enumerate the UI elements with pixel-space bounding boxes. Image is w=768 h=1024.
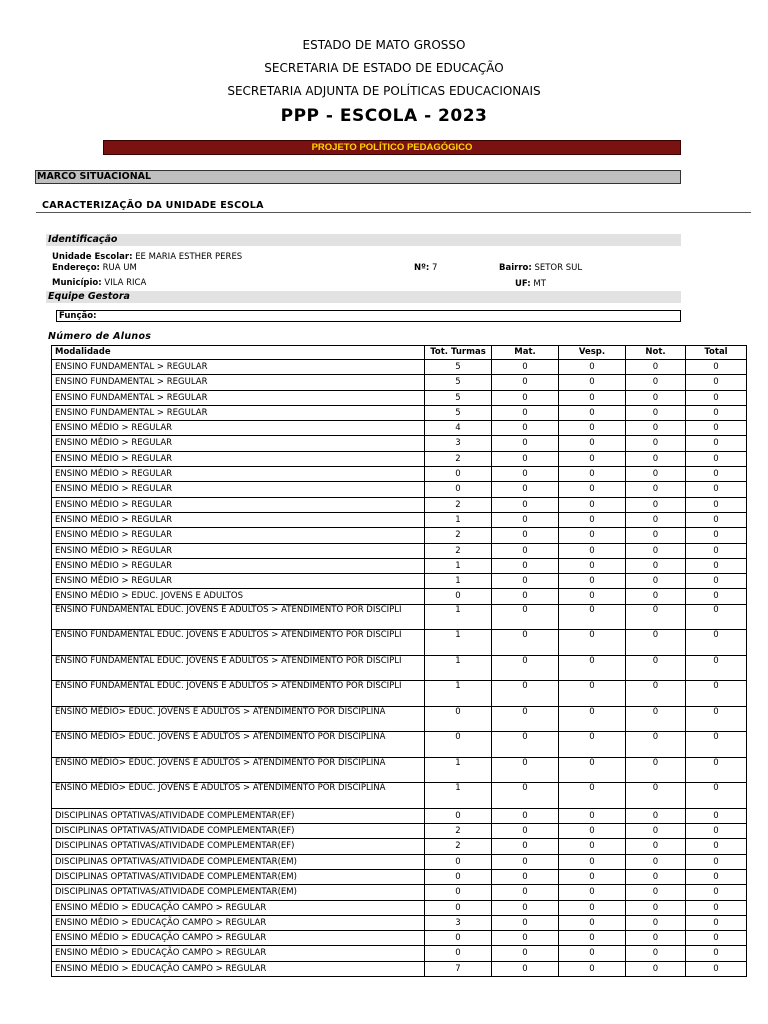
alunos-table <box>51 345 747 977</box>
cell-modalidade: DISCIPLINAS OPTATIVAS/ATIVIDADE COMPLEMENTAR(EM) <box>52 885 425 900</box>
cell-mat: 0 <box>492 655 559 681</box>
cell-not: 0 <box>626 706 686 732</box>
table-row <box>52 528 747 543</box>
cell-modalidade: ENSINO MÉDIO > EDUCAÇÃO CAMPO > REGULAR <box>52 915 425 930</box>
cell-vesp: 0 <box>559 421 626 436</box>
funcao-label: Função: <box>59 311 97 321</box>
cell-not: 0 <box>626 630 686 656</box>
column-header-mat: Mat. <box>492 346 559 360</box>
cell-mat: 0 <box>492 467 559 482</box>
cell-total: 0 <box>686 854 747 869</box>
cell-total: 0 <box>686 604 747 630</box>
cell-tot-turmas: 0 <box>425 931 492 946</box>
cell-total: 0 <box>686 360 747 375</box>
identificacao-section: Identificação <box>46 234 681 246</box>
cell-tot-turmas: 0 <box>425 869 492 884</box>
cell-modalidade: ENSINO MÉDIO > REGULAR <box>52 558 425 573</box>
cell-tot-turmas: 2 <box>425 543 492 558</box>
cell-modalidade: DISCIPLINAS OPTATIVAS/ATIVIDADE COMPLEMENTAR(EF) <box>52 839 425 854</box>
cell-vesp: 0 <box>559 405 626 420</box>
cell-vesp: 0 <box>559 824 626 839</box>
cell-tot-turmas: 7 <box>425 961 492 976</box>
cell-modalidade: ENSINO FUNDAMENTAL > REGULAR <box>52 390 425 405</box>
cell-total: 0 <box>686 528 747 543</box>
uf-label: UF: <box>515 279 531 289</box>
cell-vesp: 0 <box>559 783 626 809</box>
cell-vesp: 0 <box>559 589 626 604</box>
cell-not: 0 <box>626 482 686 497</box>
cell-not: 0 <box>626 528 686 543</box>
cell-modalidade: ENSINO MÉDIO > EDUCAÇÃO CAMPO > REGULAR <box>52 931 425 946</box>
cell-not: 0 <box>626 824 686 839</box>
cell-tot-turmas: 0 <box>425 482 492 497</box>
cell-total: 0 <box>686 655 747 681</box>
cell-vesp: 0 <box>559 854 626 869</box>
cell-modalidade: ENSINO FUNDAMENTAL > REGULAR <box>52 375 425 390</box>
cell-modalidade: ENSINO MÉDIO > REGULAR <box>52 436 425 451</box>
cell-not: 0 <box>626 604 686 630</box>
cell-modalidade: ENSINO MÉDIO> EDUC. JOVENS E ADULTOS > ATENDIMENTO POR DISCIPLINA <box>52 783 425 809</box>
cell-vesp: 0 <box>559 757 626 783</box>
cell-not: 0 <box>626 900 686 915</box>
cell-total: 0 <box>686 839 747 854</box>
cell-modalidade: ENSINO MÉDIO > REGULAR <box>52 497 425 512</box>
table-row <box>52 706 747 732</box>
cell-vesp: 0 <box>559 558 626 573</box>
cell-mat: 0 <box>492 961 559 976</box>
cell-mat: 0 <box>492 630 559 656</box>
cell-mat: 0 <box>492 375 559 390</box>
table-row <box>52 405 747 420</box>
table-row <box>52 512 747 527</box>
cell-not: 0 <box>626 558 686 573</box>
marco-situacional-heading: MARCO SITUACIONAL <box>35 170 681 184</box>
cell-total: 0 <box>686 405 747 420</box>
cell-total: 0 <box>686 946 747 961</box>
cell-vesp: 0 <box>559 497 626 512</box>
cell-mat: 0 <box>492 854 559 869</box>
cell-not: 0 <box>626 854 686 869</box>
cell-total: 0 <box>686 824 747 839</box>
cell-tot-turmas: 0 <box>425 732 492 758</box>
cell-not: 0 <box>626 497 686 512</box>
cell-tot-turmas: 2 <box>425 839 492 854</box>
cell-total: 0 <box>686 558 747 573</box>
table-row <box>52 574 747 589</box>
equipe-gestora-section: Equipe Gestora <box>46 291 681 303</box>
cell-vesp: 0 <box>559 360 626 375</box>
cell-total: 0 <box>686 732 747 758</box>
cell-total: 0 <box>686 589 747 604</box>
column-header-tot-turmas: Tot. Turmas <box>425 346 492 360</box>
cell-mat: 0 <box>492 706 559 732</box>
cell-tot-turmas: 5 <box>425 405 492 420</box>
cell-vesp: 0 <box>559 528 626 543</box>
cell-not: 0 <box>626 915 686 930</box>
cell-vesp: 0 <box>559 630 626 656</box>
cell-vesp: 0 <box>559 482 626 497</box>
cell-tot-turmas: 1 <box>425 783 492 809</box>
table-row <box>52 824 747 839</box>
cell-mat: 0 <box>492 757 559 783</box>
cell-total: 0 <box>686 808 747 823</box>
cell-modalidade: ENSINO FUNDAMENTAL EDUC. JOVENS E ADULTOS > ATENDIMENTO POR DISCIPLI <box>52 655 425 681</box>
cell-mat: 0 <box>492 946 559 961</box>
table-row <box>52 931 747 946</box>
cell-mat: 0 <box>492 451 559 466</box>
cell-total: 0 <box>686 421 747 436</box>
cell-not: 0 <box>626 405 686 420</box>
cell-mat: 0 <box>492 931 559 946</box>
cell-mat: 0 <box>492 574 559 589</box>
table-row <box>52 757 747 783</box>
table-row <box>52 946 747 961</box>
table-row <box>52 885 747 900</box>
cell-total: 0 <box>686 451 747 466</box>
cell-modalidade: ENSINO FUNDAMENTAL EDUC. JOVENS E ADULTOS > ATENDIMENTO POR DISCIPLI <box>52 604 425 630</box>
cell-tot-turmas: 0 <box>425 854 492 869</box>
cell-mat: 0 <box>492 900 559 915</box>
cell-not: 0 <box>626 436 686 451</box>
table-row <box>52 467 747 482</box>
header-secretaria: SECRETARIA DE ESTADO DE EDUCAÇÃO <box>264 61 504 75</box>
cell-not: 0 <box>626 681 686 707</box>
cell-tot-turmas: 1 <box>425 681 492 707</box>
cell-mat: 0 <box>492 405 559 420</box>
cell-not: 0 <box>626 808 686 823</box>
unidade-escolar-label: Unidade Escolar: <box>52 252 133 262</box>
cell-tot-turmas: 5 <box>425 375 492 390</box>
column-header-not: Not. <box>626 346 686 360</box>
cell-tot-turmas: 1 <box>425 574 492 589</box>
table-row <box>52 900 747 915</box>
municipio-label: Município: <box>52 278 102 288</box>
cell-not: 0 <box>626 574 686 589</box>
cell-vesp: 0 <box>559 451 626 466</box>
cell-not: 0 <box>626 655 686 681</box>
cell-modalidade: ENSINO MÉDIO > REGULAR <box>52 482 425 497</box>
cell-vesp: 0 <box>559 900 626 915</box>
numero-label: Nº: <box>414 263 430 273</box>
cell-not: 0 <box>626 451 686 466</box>
cell-not: 0 <box>626 757 686 783</box>
cell-tot-turmas: 1 <box>425 558 492 573</box>
cell-vesp: 0 <box>559 375 626 390</box>
cell-modalidade: ENSINO FUNDAMENTAL EDUC. JOVENS E ADULTOS > ATENDIMENTO POR DISCIPLI <box>52 681 425 707</box>
cell-modalidade: ENSINO MÉDIO > REGULAR <box>52 543 425 558</box>
cell-total: 0 <box>686 869 747 884</box>
cell-tot-turmas: 2 <box>425 497 492 512</box>
cell-mat: 0 <box>492 436 559 451</box>
table-row <box>52 451 747 466</box>
table-row <box>52 604 747 630</box>
table-row <box>52 630 747 656</box>
cell-vesp: 0 <box>559 839 626 854</box>
column-header-vesp: Vesp. <box>559 346 626 360</box>
cell-tot-turmas: 3 <box>425 436 492 451</box>
cell-tot-turmas: 0 <box>425 467 492 482</box>
cell-not: 0 <box>626 421 686 436</box>
cell-vesp: 0 <box>559 655 626 681</box>
cell-not: 0 <box>626 931 686 946</box>
cell-mat: 0 <box>492 589 559 604</box>
cell-mat: 0 <box>492 681 559 707</box>
cell-total: 0 <box>686 931 747 946</box>
caracterizacao-divider <box>36 212 751 213</box>
cell-vesp: 0 <box>559 915 626 930</box>
cell-vesp: 0 <box>559 869 626 884</box>
cell-modalidade: ENSINO MÉDIO > REGULAR <box>52 451 425 466</box>
cell-tot-turmas: 0 <box>425 946 492 961</box>
table-row <box>52 732 747 758</box>
cell-tot-turmas: 0 <box>425 706 492 732</box>
endereco-value: RUA UM <box>102 263 137 273</box>
endereco-field <box>52 263 137 274</box>
cell-mat: 0 <box>492 783 559 809</box>
cell-mat: 0 <box>492 512 559 527</box>
cell-total: 0 <box>686 681 747 707</box>
cell-modalidade: ENSINO MÉDIO > REGULAR <box>52 574 425 589</box>
cell-not: 0 <box>626 869 686 884</box>
cell-mat: 0 <box>492 421 559 436</box>
cell-total: 0 <box>686 497 747 512</box>
cell-not: 0 <box>626 375 686 390</box>
cell-tot-turmas: 3 <box>425 915 492 930</box>
table-row <box>52 589 747 604</box>
cell-modalidade: ENSINO MÉDIO> EDUC. JOVENS E ADULTOS > ATENDIMENTO POR DISCIPLINA <box>52 706 425 732</box>
municipio-value: VILA RICA <box>104 278 147 288</box>
unidade-escolar-value: EE MARIA ESTHER PERES <box>135 252 243 262</box>
header-secretaria-adjunta: SECRETARIA ADJUNTA DE POLÍTICAS EDUCACIONAIS <box>227 84 541 98</box>
column-header-total: Total <box>686 346 747 360</box>
table-row <box>52 808 747 823</box>
table-row <box>52 854 747 869</box>
table-row <box>52 543 747 558</box>
funcao-box <box>56 310 681 322</box>
cell-modalidade: DISCIPLINAS OPTATIVAS/ATIVIDADE COMPLEMENTAR(EF) <box>52 808 425 823</box>
cell-tot-turmas: 2 <box>425 824 492 839</box>
cell-not: 0 <box>626 946 686 961</box>
cell-modalidade: ENSINO MÉDIO> EDUC. JOVENS E ADULTOS > ATENDIMENTO POR DISCIPLINA <box>52 757 425 783</box>
cell-modalidade: ENSINO FUNDAMENTAL EDUC. JOVENS E ADULTOS > ATENDIMENTO POR DISCIPLI <box>52 630 425 656</box>
cell-not: 0 <box>626 390 686 405</box>
cell-modalidade: ENSINO MÉDIO > EDUCAÇÃO CAMPO > REGULAR <box>52 900 425 915</box>
bairro-field <box>499 263 582 274</box>
cell-not: 0 <box>626 467 686 482</box>
cell-modalidade: DISCIPLINAS OPTATIVAS/ATIVIDADE COMPLEMENTAR(EF) <box>52 824 425 839</box>
cell-mat: 0 <box>492 885 559 900</box>
cell-mat: 0 <box>492 558 559 573</box>
table-row <box>52 869 747 884</box>
cell-tot-turmas: 0 <box>425 589 492 604</box>
cell-modalidade: DISCIPLINAS OPTATIVAS/ATIVIDADE COMPLEMENTAR(EM) <box>52 854 425 869</box>
table-row <box>52 915 747 930</box>
cell-vesp: 0 <box>559 885 626 900</box>
caracterizacao-heading: CARACTERIZAÇÃO DA UNIDADE ESCOLA <box>42 200 264 211</box>
cell-mat: 0 <box>492 528 559 543</box>
cell-mat: 0 <box>492 808 559 823</box>
cell-mat: 0 <box>492 732 559 758</box>
cell-total: 0 <box>686 757 747 783</box>
table-row <box>52 655 747 681</box>
endereco-label: Endereço: <box>52 263 100 273</box>
cell-tot-turmas: 5 <box>425 360 492 375</box>
cell-modalidade: ENSINO MÉDIO > EDUCAÇÃO CAMPO > REGULAR <box>52 961 425 976</box>
cell-total: 0 <box>686 543 747 558</box>
table-row <box>52 961 747 976</box>
cell-vesp: 0 <box>559 681 626 707</box>
cell-not: 0 <box>626 839 686 854</box>
cell-modalidade: ENSINO MÉDIO > EDUC. JOVENS E ADULTOS <box>52 589 425 604</box>
cell-mat: 0 <box>492 839 559 854</box>
bairro-value: SETOR SUL <box>534 263 583 273</box>
cell-vesp: 0 <box>559 961 626 976</box>
cell-total: 0 <box>686 783 747 809</box>
cell-vesp: 0 <box>559 436 626 451</box>
numero-alunos-heading: Número de Alunos <box>48 331 152 342</box>
cell-modalidade: ENSINO FUNDAMENTAL > REGULAR <box>52 360 425 375</box>
cell-modalidade: ENSINO FUNDAMENTAL > REGULAR <box>52 405 425 420</box>
table-row <box>52 390 747 405</box>
cell-tot-turmas: 0 <box>425 885 492 900</box>
cell-total: 0 <box>686 375 747 390</box>
municipio-field <box>52 278 146 289</box>
cell-tot-turmas: 1 <box>425 655 492 681</box>
cell-total: 0 <box>686 915 747 930</box>
cell-tot-turmas: 2 <box>425 528 492 543</box>
cell-tot-turmas: 1 <box>425 512 492 527</box>
cell-vesp: 0 <box>559 512 626 527</box>
alunos-table-body <box>52 360 747 977</box>
cell-modalidade: ENSINO MÉDIO > REGULAR <box>52 528 425 543</box>
table-row <box>52 436 747 451</box>
uf-field <box>515 279 546 290</box>
cell-total: 0 <box>686 436 747 451</box>
cell-not: 0 <box>626 512 686 527</box>
cell-tot-turmas: 4 <box>425 421 492 436</box>
cell-not: 0 <box>626 783 686 809</box>
numero-field <box>414 263 437 274</box>
cell-modalidade: ENSINO MÉDIO > EDUCAÇÃO CAMPO > REGULAR <box>52 946 425 961</box>
cell-not: 0 <box>626 732 686 758</box>
table-header-row <box>52 346 747 360</box>
table-row <box>52 375 747 390</box>
cell-vesp: 0 <box>559 543 626 558</box>
cell-total: 0 <box>686 961 747 976</box>
cell-tot-turmas: 5 <box>425 390 492 405</box>
unidade-escolar-field <box>52 252 242 263</box>
table-row <box>52 839 747 854</box>
table-row <box>52 482 747 497</box>
cell-total: 0 <box>686 467 747 482</box>
cell-tot-turmas: 2 <box>425 451 492 466</box>
header-state: ESTADO DE MATO GROSSO <box>302 38 466 52</box>
cell-tot-turmas: 1 <box>425 757 492 783</box>
uf-value: MT <box>533 279 546 289</box>
cell-not: 0 <box>626 961 686 976</box>
cell-vesp: 0 <box>559 604 626 630</box>
cell-tot-turmas: 0 <box>425 900 492 915</box>
cell-mat: 0 <box>492 604 559 630</box>
cell-tot-turmas: 0 <box>425 808 492 823</box>
table-row <box>52 681 747 707</box>
table-row <box>52 360 747 375</box>
cell-mat: 0 <box>492 824 559 839</box>
cell-not: 0 <box>626 589 686 604</box>
cell-mat: 0 <box>492 915 559 930</box>
column-header-modalidade: Modalidade <box>52 346 425 360</box>
cell-mat: 0 <box>492 482 559 497</box>
cell-modalidade: DISCIPLINAS OPTATIVAS/ATIVIDADE COMPLEMENTAR(EM) <box>52 869 425 884</box>
table-row <box>52 421 747 436</box>
cell-total: 0 <box>686 482 747 497</box>
cell-vesp: 0 <box>559 574 626 589</box>
cell-not: 0 <box>626 360 686 375</box>
cell-modalidade: ENSINO MÉDIO > REGULAR <box>52 421 425 436</box>
cell-vesp: 0 <box>559 706 626 732</box>
cell-not: 0 <box>626 543 686 558</box>
cell-vesp: 0 <box>559 467 626 482</box>
cell-vesp: 0 <box>559 390 626 405</box>
cell-modalidade: ENSINO MÉDIO> EDUC. JOVENS E ADULTOS > ATENDIMENTO POR DISCIPLINA <box>52 732 425 758</box>
cell-total: 0 <box>686 574 747 589</box>
cell-mat: 0 <box>492 390 559 405</box>
cell-total: 0 <box>686 885 747 900</box>
cell-tot-turmas: 1 <box>425 604 492 630</box>
cell-tot-turmas: 1 <box>425 630 492 656</box>
cell-mat: 0 <box>492 869 559 884</box>
ppp-banner: PROJETO POLÍTICO PEDAGÓGICO <box>103 140 681 155</box>
numero-value: 7 <box>432 263 438 273</box>
cell-total: 0 <box>686 706 747 732</box>
cell-vesp: 0 <box>559 732 626 758</box>
bairro-label: Bairro: <box>499 263 532 273</box>
cell-vesp: 0 <box>559 946 626 961</box>
cell-modalidade: ENSINO MÉDIO > REGULAR <box>52 512 425 527</box>
table-row <box>52 497 747 512</box>
table-row <box>52 558 747 573</box>
cell-mat: 0 <box>492 543 559 558</box>
table-row <box>52 783 747 809</box>
document-title: PPP - ESCOLA - 2023 <box>280 106 488 126</box>
cell-vesp: 0 <box>559 808 626 823</box>
cell-total: 0 <box>686 390 747 405</box>
cell-modalidade: ENSINO MÉDIO > REGULAR <box>52 467 425 482</box>
cell-total: 0 <box>686 512 747 527</box>
cell-vesp: 0 <box>559 931 626 946</box>
cell-not: 0 <box>626 885 686 900</box>
cell-mat: 0 <box>492 497 559 512</box>
cell-total: 0 <box>686 630 747 656</box>
cell-total: 0 <box>686 900 747 915</box>
cell-mat: 0 <box>492 360 559 375</box>
